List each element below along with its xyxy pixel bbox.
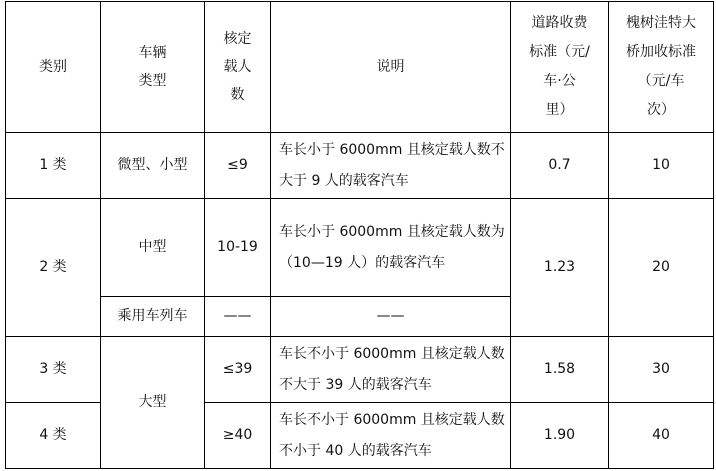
table-row <box>6 337 714 403</box>
category-cell: 2 类 <box>6 199 101 337</box>
category-cell: 4 类 <box>6 403 101 469</box>
description-cell: 车长不小于 6000mm 且核定载人数不小于 40 人的载客汽车 <box>271 403 511 469</box>
vehicle-type-cell: 大型 <box>101 337 205 469</box>
category-cell: 1 类 <box>6 133 101 199</box>
seats-cell: ≤9 <box>205 133 271 199</box>
header-bridge-fee: 槐树洼特大 桥加收标准 （元/车 次） <box>609 2 714 133</box>
seats-cell: ≤39 <box>205 337 271 403</box>
seats-cell: —— <box>205 297 271 337</box>
road-fee-cell: 0.7 <box>511 133 609 199</box>
header-row <box>6 2 714 133</box>
bridge-fee-cell: 20 <box>609 199 714 337</box>
bridge-fee-cell: 30 <box>609 337 714 403</box>
description-cell: 车长不小于 6000mm 且核定载人数不大于 39 人的载客汽车 <box>271 337 511 403</box>
header-vehicle-type: 车辆 类型 <box>101 2 205 133</box>
seats-cell: 10-19 <box>205 199 271 297</box>
header-description: 说明 <box>271 2 511 133</box>
header-seats: 核定 载人 数 <box>205 2 271 133</box>
road-fee-cell: 1.90 <box>511 403 609 469</box>
header-road-fee: 道路收费 标准（元/ 车·公 里） <box>511 2 609 133</box>
description-cell: —— <box>271 297 511 337</box>
bridge-fee-cell: 10 <box>609 133 714 199</box>
seats-cell: ≥40 <box>205 403 271 469</box>
category-cell: 3 类 <box>6 337 101 403</box>
road-fee-cell: 1.58 <box>511 337 609 403</box>
description-cell: 车长小于 6000mm 且核定载人数不大于 9 人的载客汽车 <box>271 133 511 199</box>
header-category: 类别 <box>6 2 101 133</box>
toll-rate-table <box>5 1 714 469</box>
description-cell: 车长小于 6000mm 且核定载人数为（10—19 人）的载客汽车 <box>271 199 511 297</box>
vehicle-type-cell: 乘用车列车 <box>101 297 205 337</box>
table-row <box>6 133 714 199</box>
bridge-fee-cell: 40 <box>609 403 714 469</box>
vehicle-type-cell: 中型 <box>101 199 205 297</box>
road-fee-cell: 1.23 <box>511 199 609 337</box>
vehicle-type-cell: 微型、小型 <box>101 133 205 199</box>
table-row <box>6 199 714 297</box>
